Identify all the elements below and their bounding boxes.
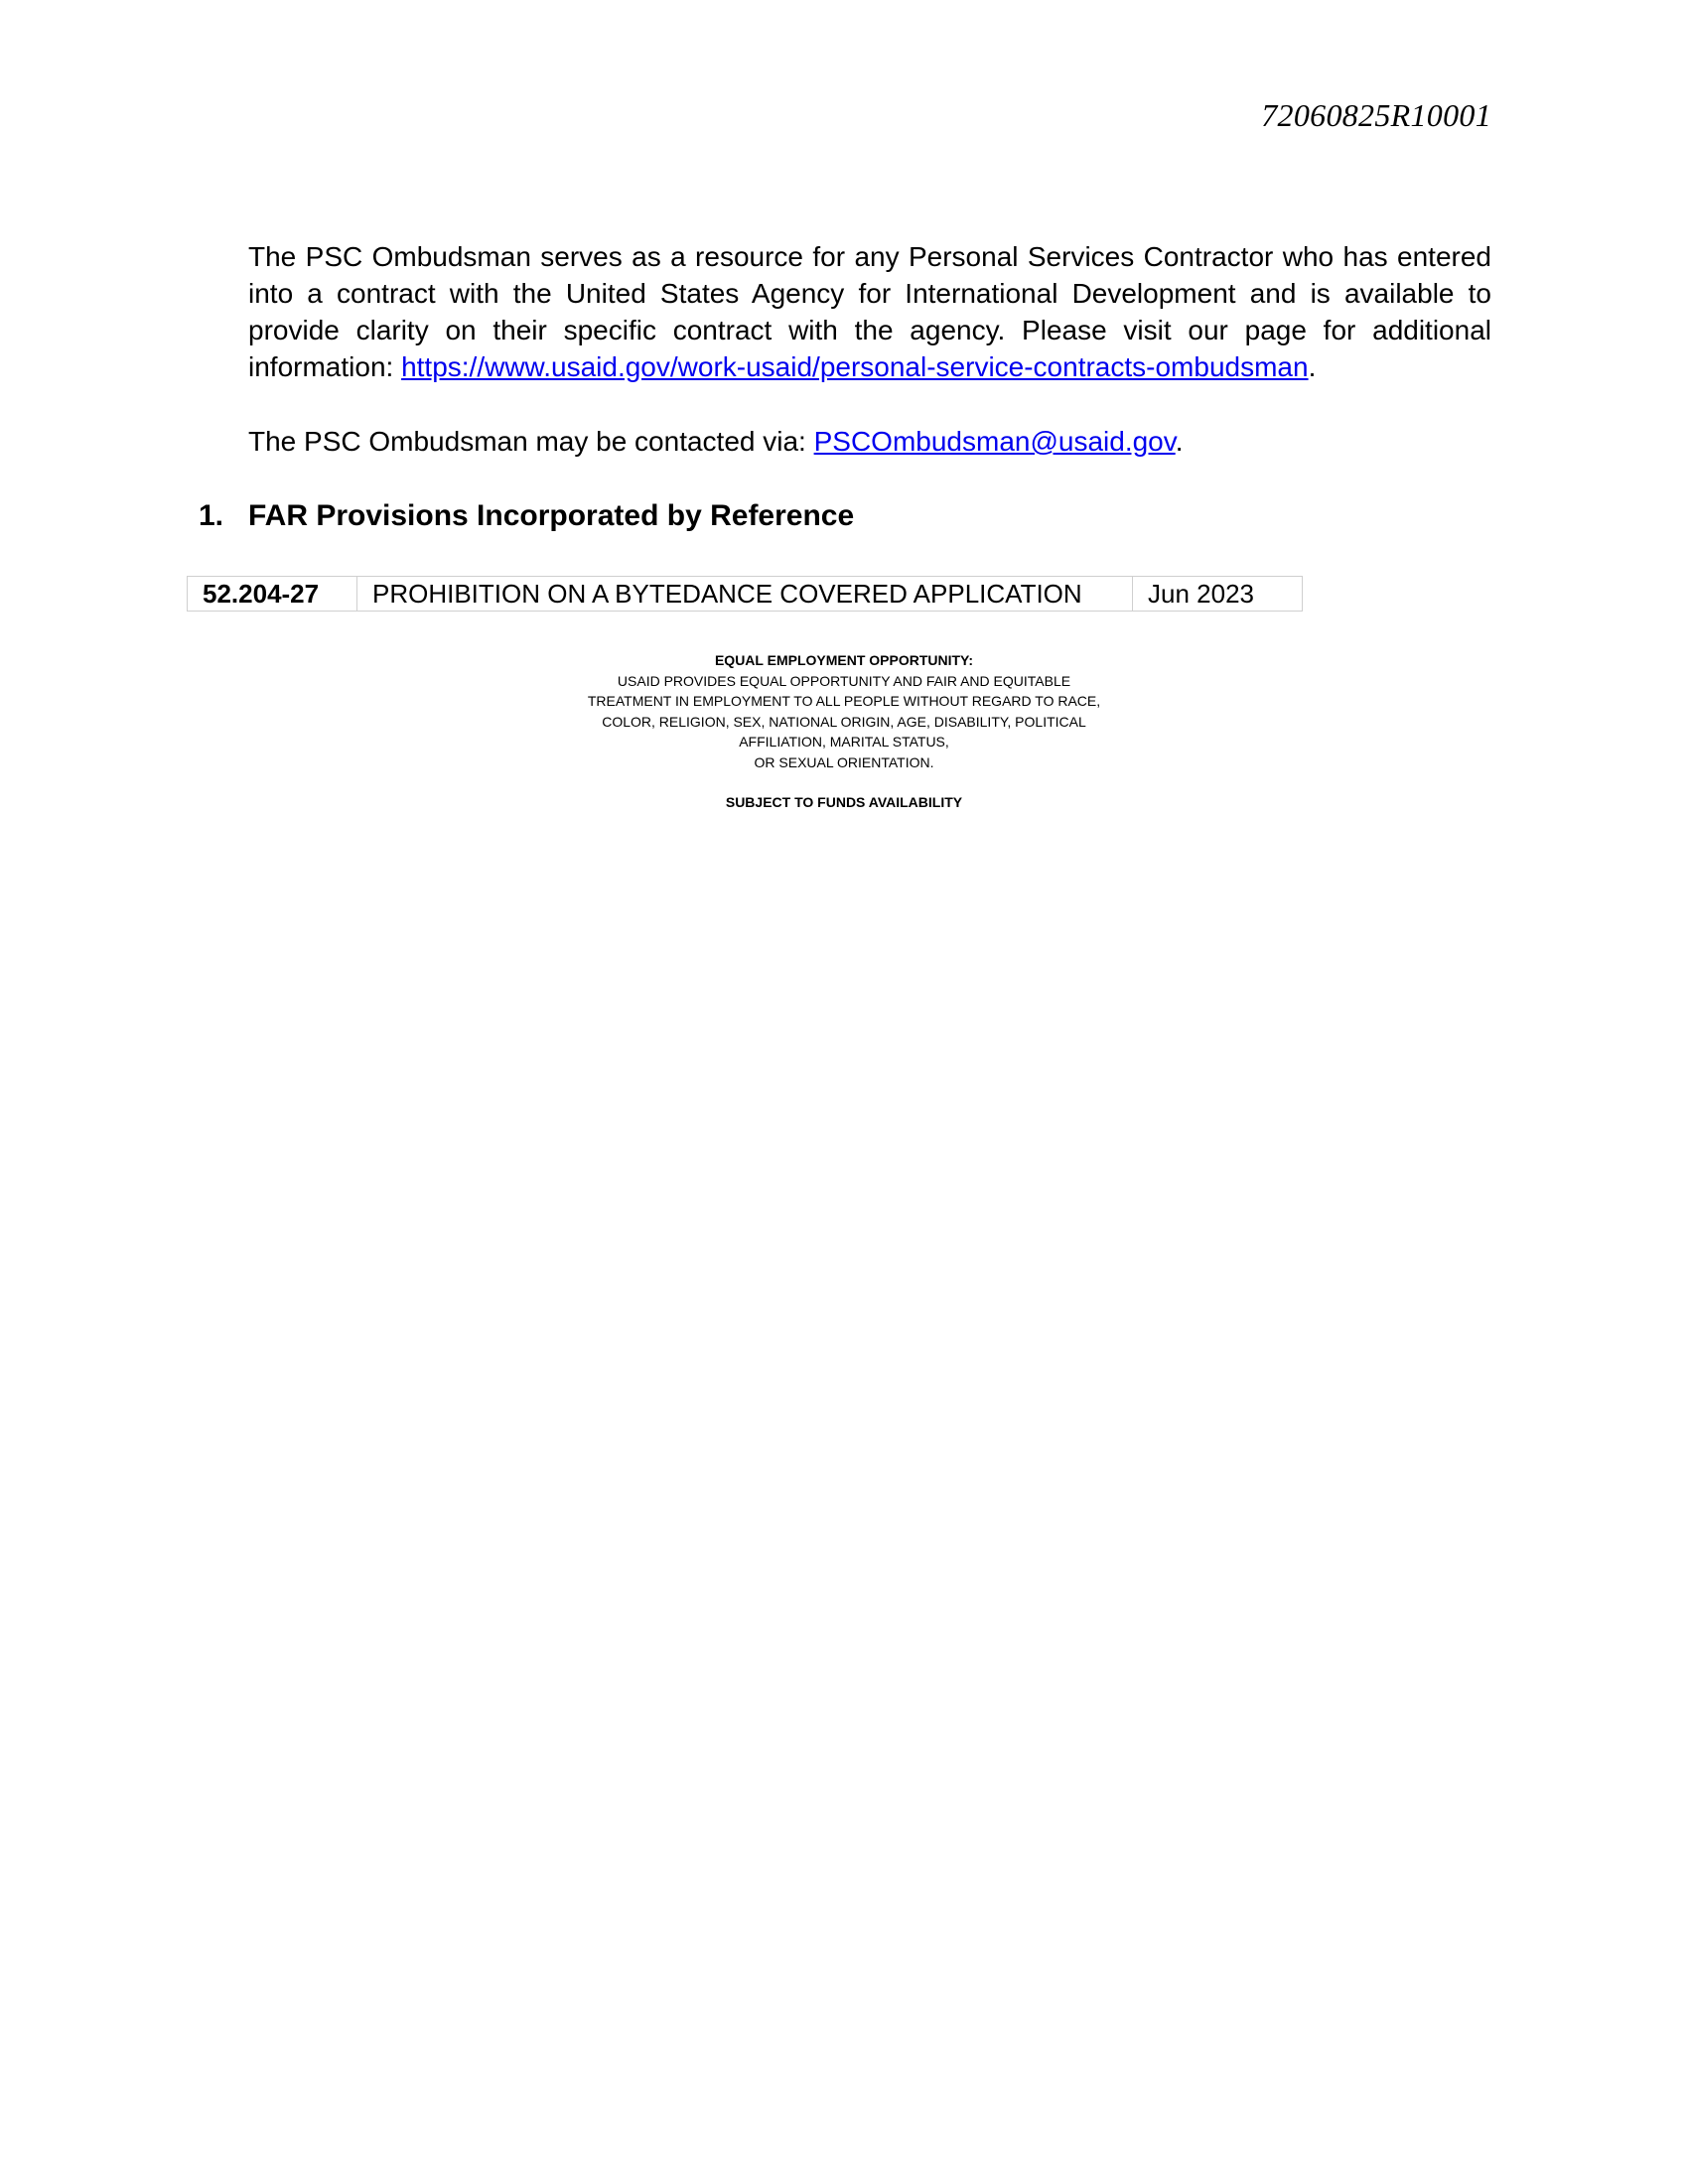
provision-title: PROHIBITION ON A BYTEDANCE COVERED APPLICATION xyxy=(357,577,1133,612)
ombudsman-page-link[interactable]: https://www.usaid.gov/work-usaid/personal-service-contracts-ombudsman xyxy=(401,351,1309,382)
ombudsman-paragraph xyxy=(248,238,1491,385)
eeo-heading: EQUAL EMPLOYMENT OPPORTUNITY: xyxy=(714,652,974,668)
ombudsman-contact-paragraph xyxy=(248,423,1491,460)
funds-availability-note: SUBJECT TO FUNDS AVAILABILITY xyxy=(725,794,963,810)
provision-date: Jun 2023 xyxy=(1133,577,1303,612)
eeo-line: AFFILIATION, MARITAL STATUS, xyxy=(739,734,949,750)
ombudsman-email-link[interactable]: PSCOmbudsman@usaid.gov xyxy=(813,426,1176,457)
far-provisions-table xyxy=(187,576,1303,612)
eeo-line: COLOR, RELIGION, SEX, NATIONAL ORIGIN, AGE, DISABILITY, POLITICAL xyxy=(602,713,1086,730)
ombudsman-period: . xyxy=(1308,351,1317,382)
ombudsman-text: The PSC Ombudsman serves as a resource for any Personal Services Contractor who has entered into a contract with the United States Agency for International Development and is available to provide clarity on their specific contract with the agency. Please visit our page for additional information: xyxy=(248,241,1491,382)
section-heading xyxy=(199,496,854,536)
table-row xyxy=(188,577,1303,612)
eeo-line: OR SEXUAL ORIENTATION. xyxy=(754,753,934,770)
section-number: 1. xyxy=(199,499,224,532)
eeo-line: TREATMENT IN EMPLOYMENT TO ALL PEOPLE WITHOUT REGARD TO RACE, xyxy=(587,693,1101,709)
contact-period: . xyxy=(1175,426,1184,457)
document-number: 72060825R10001 xyxy=(1261,97,1491,133)
contact-text: The PSC Ombudsman may be contacted via: xyxy=(248,426,814,457)
provision-number: 52.204-27 xyxy=(188,577,357,612)
eeo-statement xyxy=(546,650,1142,813)
eeo-line: USAID PROVIDES EQUAL OPPORTUNITY AND FAIR AND EQUITABLE xyxy=(617,672,1071,689)
section-title: FAR Provisions Incorporated by Reference xyxy=(248,499,855,532)
footer-spacer xyxy=(546,772,1142,792)
